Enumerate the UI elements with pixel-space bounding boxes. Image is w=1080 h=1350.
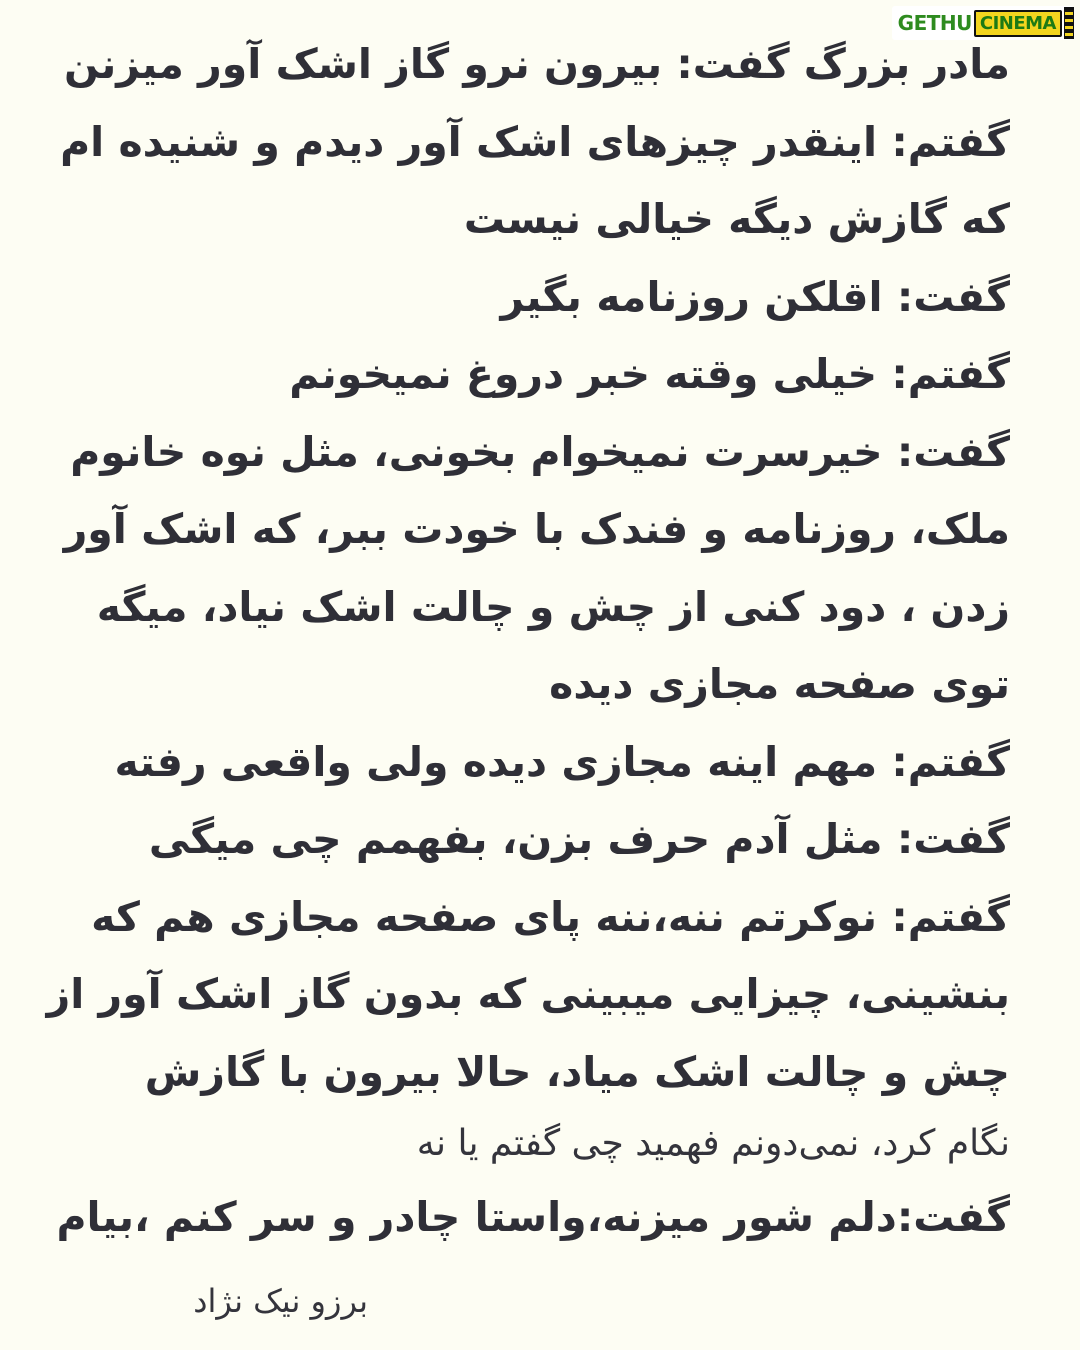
text-line: گفتم: مهم اینه مجازی دیده ولی واقعی رفته (114, 737, 1010, 786)
text-line: توی صفحه مجازی دیده (549, 660, 1010, 708)
text-line: بنشینی، چیزایی میبینی که بدون گاز اشک آور از (46, 970, 1010, 1018)
text-line: گفت:دلم شور میزنه،واستا چادر و سر کنم ،بیام (56, 1193, 1010, 1241)
text-line: گفتم: خیلی وقته خبر دروغ نمیخونم (289, 350, 1010, 398)
text-line: گفت: اقلکن روزنامه بگیر (500, 272, 1010, 321)
text-line: که گازش دیگه خیالی نیست (463, 195, 1010, 243)
text-line: چش و چالت اشک میاد، حالا بیرون با گازش (144, 1047, 1010, 1096)
text-line: مادر بزرگ گفت: بیرون نرو گاز اشک آور میزنن (63, 40, 1010, 88)
author-signature: برزو نیک نژاد (193, 1282, 368, 1320)
text-line: گفتم: اینقدر چیزهای اشک آور دیدم و شنیده ام (60, 117, 1010, 166)
text-line: زدن ، دود کنی از چش و چالت اشک نیاد، میگه (96, 582, 1010, 631)
text-line: گفت: خیرسرت نمیخوام بخونی، مثل نوه خانوم (70, 427, 1010, 476)
watermark-text-left: GETHU (897, 11, 972, 35)
watermark-text-right: CINEMA (974, 10, 1062, 37)
text-line: نگام کرد، نمی‌دونم فهمید چی گفتم یا نه (416, 1123, 1010, 1164)
text-line: گفت: مثل آدم حرف بزن، بفهمم چی میگی (148, 815, 1010, 863)
text-line: ملک، روزنامه و فندک با خودت ببر، که اشک آور (63, 505, 1010, 553)
film-strip-icon (1064, 7, 1074, 39)
poem-text (46, 26, 1010, 1257)
text-line: گفتم: نوکرتم ننه،ننه پای صفحه مجازی هم که (91, 892, 1010, 941)
